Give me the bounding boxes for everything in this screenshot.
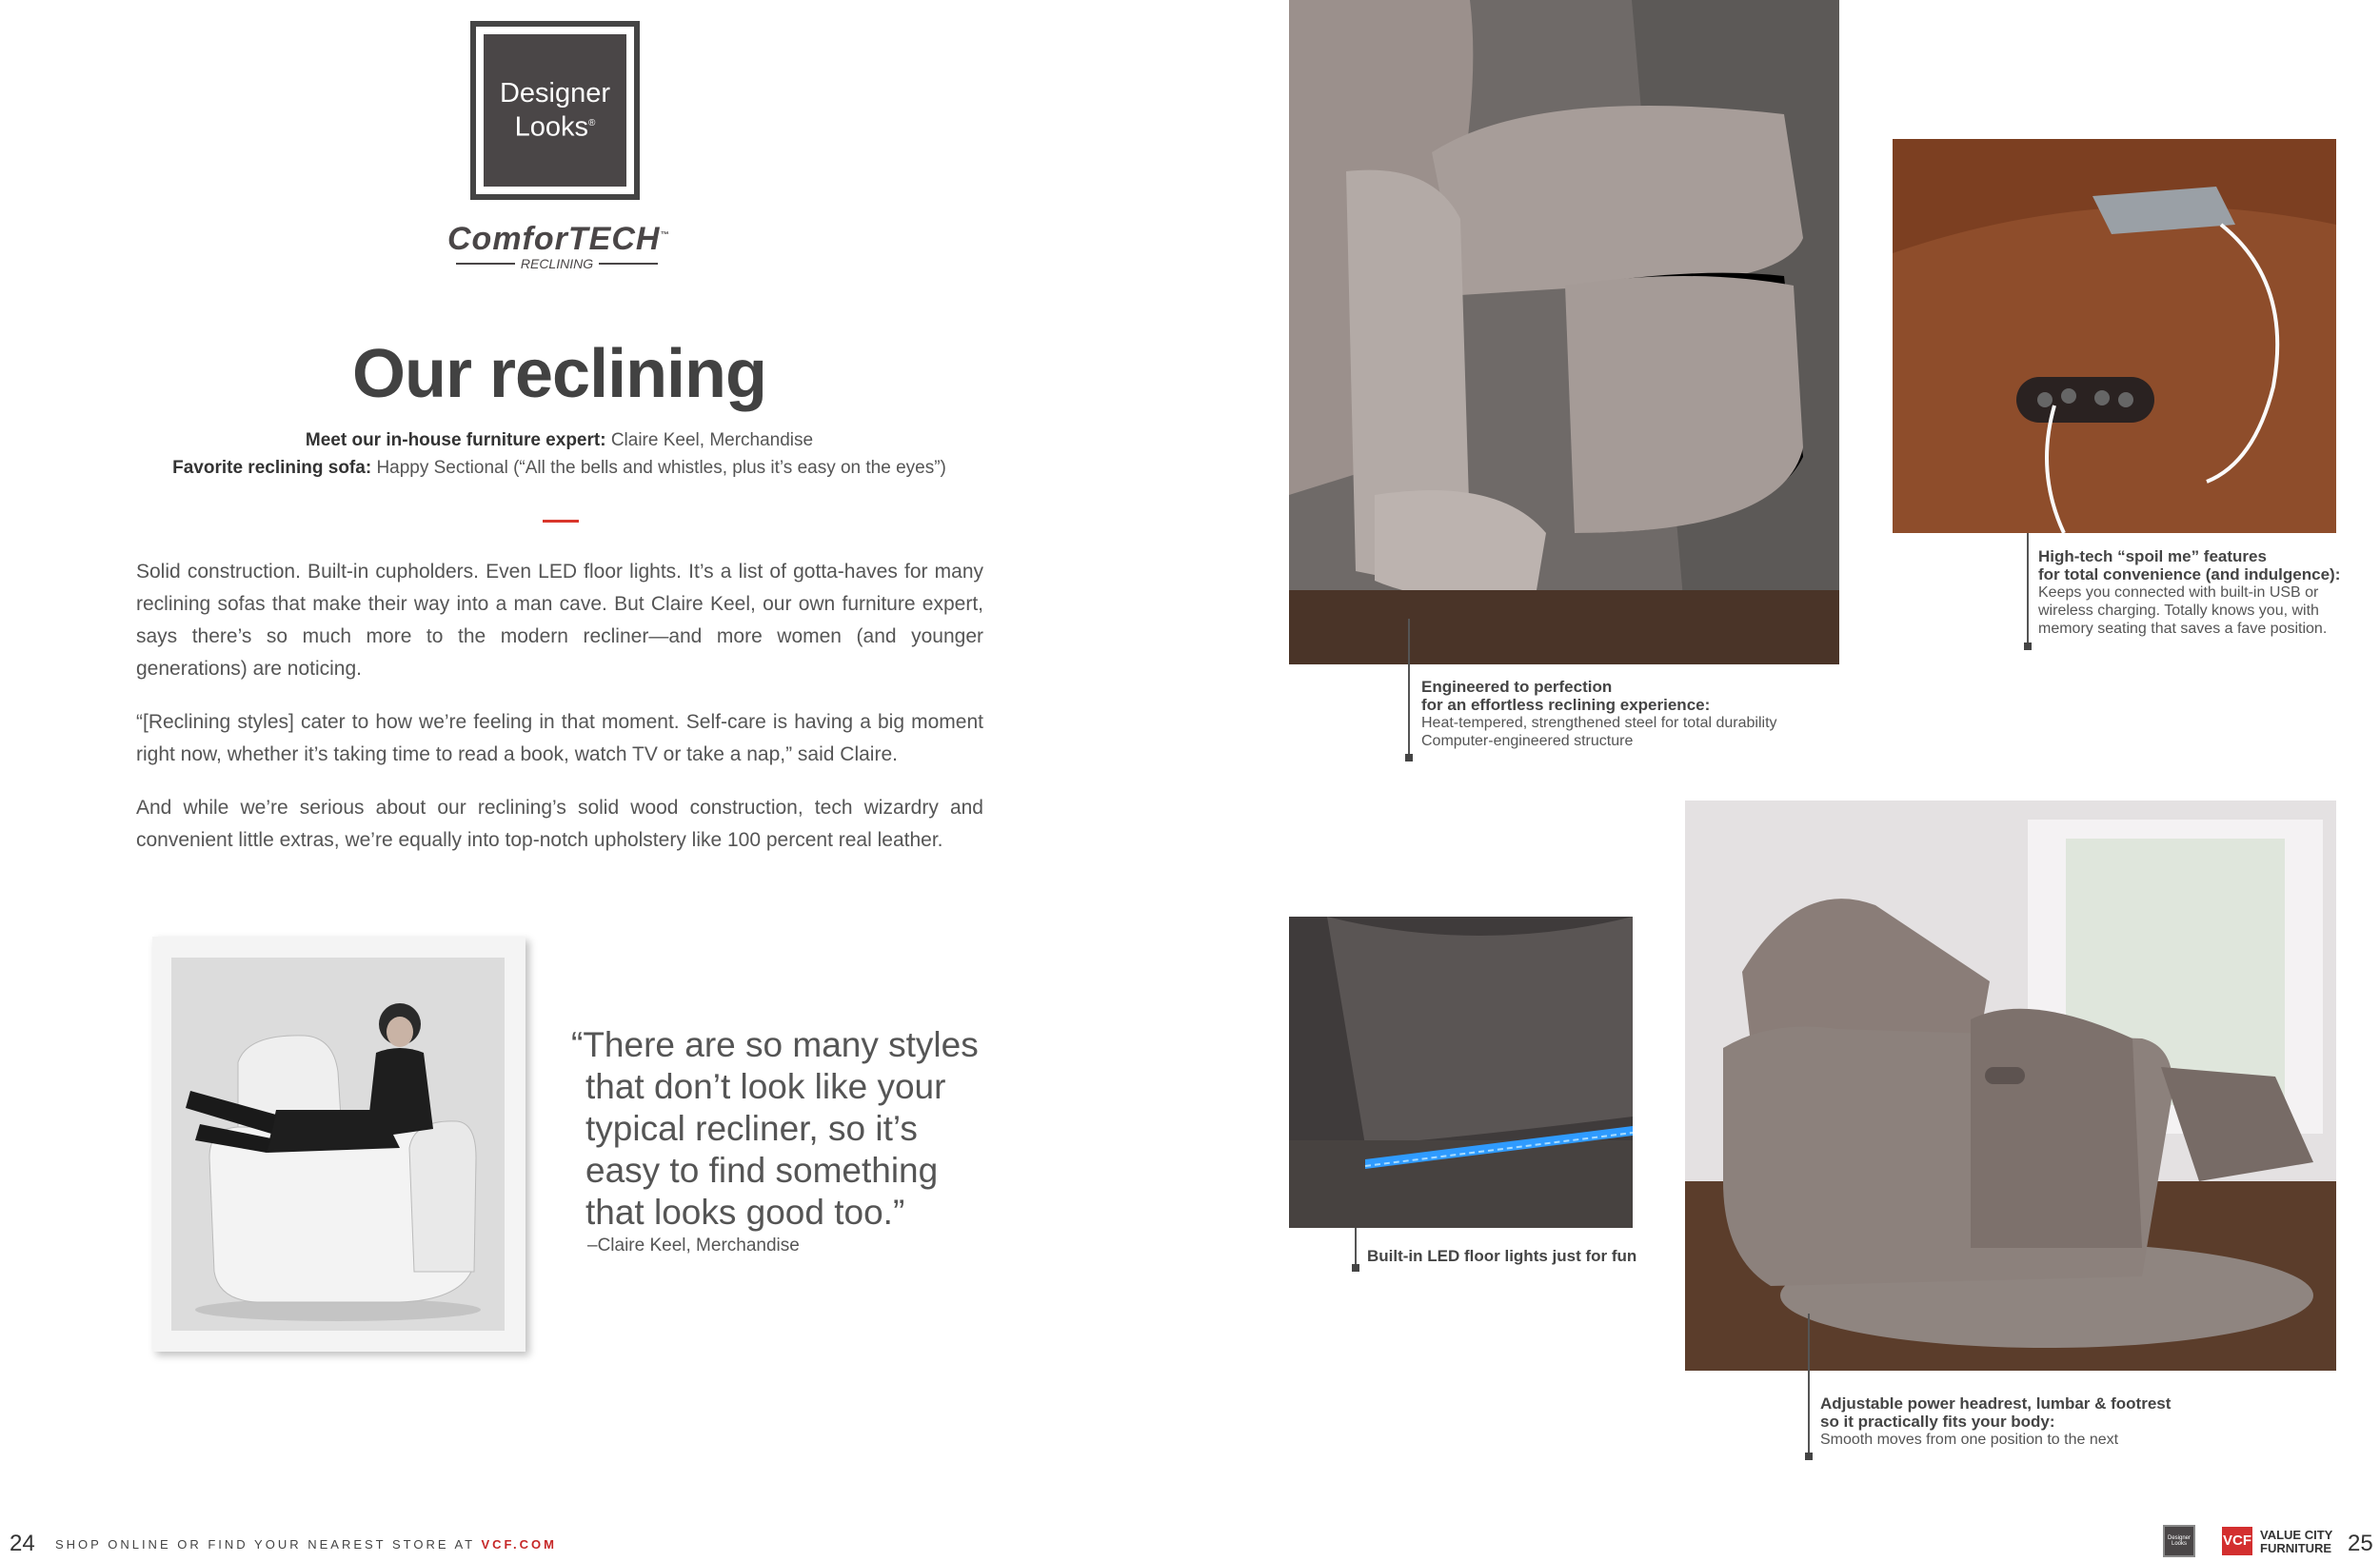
- right-page-number: 25: [2348, 1531, 2373, 1556]
- footer-tagline: SHOP ONLINE OR FIND YOUR NEAREST STORE AT VCF.COM: [55, 1537, 557, 1552]
- caption-hightech: High-tech “spoil me” features for total convenience (and indulgence): Keeps you connected with built-in USB or wireless charging. Totally knows you, with memory seating that saves a fave position.: [2038, 547, 2341, 637]
- body-paragraph: And while we’re serious about our reclining’s solid wood construction, tech wizardry and convenient little extras, we’re equally into top-notch upholstery like 100 percent real leather.: [136, 797, 983, 851]
- vcf-logo-badge: VCF: [2222, 1527, 2252, 1555]
- expert-line: Meet our in-house furniture expert: Claire Keel, Merchandise: [305, 430, 814, 450]
- logo-line2: Looks®: [514, 111, 596, 143]
- usb-charging-photo: [1893, 139, 2336, 533]
- caption-marker: [1805, 1453, 1813, 1460]
- caption-leader: [1355, 1228, 1357, 1266]
- power-recliner-sofa-photo: [1685, 801, 2336, 1371]
- value-city-furniture-wordmark: VALUE CITY FURNITURE: [2260, 1528, 2333, 1555]
- caption-marker: [1405, 754, 1413, 761]
- caption-engineered: Engineered to perfection for an effortless reclining experience: Heat-tempered, strengthened steel for total durability Computer-engineered structure: [1421, 678, 1777, 749]
- brand-name: ComforTECH: [447, 221, 661, 257]
- designer-looks-mini-logo: Designer Looks: [2163, 1525, 2195, 1557]
- page-title: Our reclining: [351, 336, 767, 412]
- accent-divider: [543, 520, 579, 523]
- designer-looks-logo: [470, 21, 640, 200]
- caption-leader: [1408, 619, 1410, 757]
- body-paragraph: Solid construction. Built-in cupholders. Even LED floor lights. It’s a list of gotta-haves for many reclining sofas that make their way into a man cave. But Claire Keel, our own furniture expert, says there’s so much more to the modern recliner—and more women (and younger generations) are noticing.: [136, 561, 983, 680]
- recliner-closeup-photo: [1289, 0, 1839, 664]
- caption-marker: [1352, 1264, 1359, 1272]
- quote-attribution: –Claire Keel, Merchandise: [587, 1236, 800, 1256]
- caption-leader: [2027, 533, 2029, 647]
- recliner-portrait-image: [171, 958, 505, 1331]
- logo-line1: Designer: [499, 77, 611, 109]
- caption-led: Built-in LED floor lights just for fun: [1367, 1247, 1637, 1265]
- body-paragraph: “[Reclining styles] cater to how we’re feeling in that moment. Self-care is having a big moment right now, whether it’s taking time to read a book, watch TV or take a nap,” said Claire.: [136, 711, 983, 765]
- led-lights-photo: [1289, 917, 1633, 1228]
- caption-adjustable: Adjustable power headrest, lumbar & footrest so it practically fits your body: Smooth moves from one position to the next: [1820, 1394, 2172, 1448]
- article-body: [136, 556, 983, 878]
- claire-photo: [152, 937, 526, 1352]
- caption-leader: [1808, 1314, 1810, 1456]
- favorite-line: Favorite reclining sofa: Happy Sectional (“All the bells and whistles, plus it’s easy on the eyes”): [172, 458, 946, 478]
- brand-sub: RECLINING: [520, 256, 594, 271]
- caption-marker: [2024, 643, 2032, 650]
- left-page-number: 24: [10, 1531, 35, 1556]
- footer-url[interactable]: VCF.COM: [481, 1537, 557, 1552]
- comfortech-logo: ComforTECH™ RECLINING: [447, 221, 670, 271]
- pull-quote: “There are so many styles that don’t look like your typical recliner, so it’s easy to find something that looks good too.”: [571, 1025, 979, 1232]
